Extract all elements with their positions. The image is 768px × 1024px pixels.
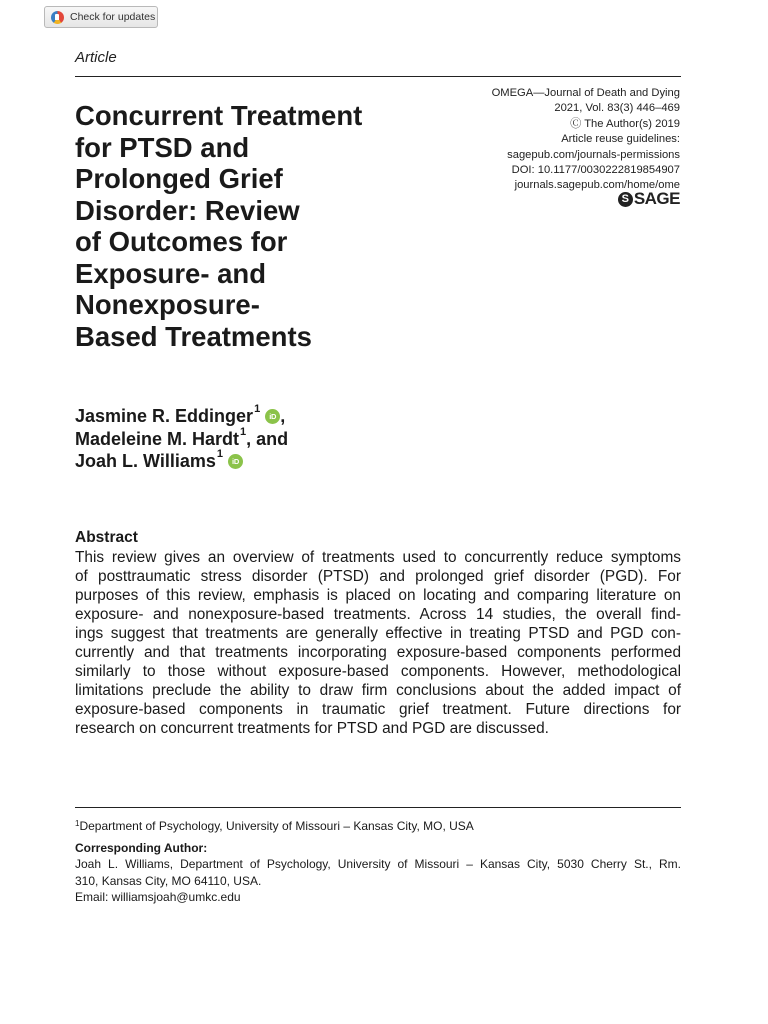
journal-name: OMEGA—Journal of Death and Dying — [491, 87, 680, 99]
footnote-divider — [75, 807, 681, 808]
sage-s-icon: S — [618, 192, 633, 207]
author-line: Madeleine M. Hardt $^1$ , and — [75, 425, 289, 449]
reuse-guidelines-label: Article reuse guidelines: — [561, 133, 680, 146]
abstract-line: similarly to those without exposure-based components. However, methodological — [75, 663, 681, 680]
orcid-icon[interactable]: iD — [265, 409, 280, 424]
journal-info — [420, 86, 680, 194]
crossmark-icon — [51, 11, 64, 24]
orcid-icon[interactable]: iD — [228, 454, 243, 469]
title-line: Concurrent Treatment — [75, 100, 363, 131]
article-type: Article — [75, 49, 117, 66]
title-line: Exposure- and — [75, 257, 267, 289]
author-name: Madeleine M. Hardt — [75, 428, 240, 449]
corresponding-author-heading: Corresponding Author: — [75, 840, 208, 855]
author-separator: , and — [246, 428, 289, 449]
title-line: Based Treatments — [75, 320, 312, 352]
copyright: Ⓒ The Author(s) 2019 — [570, 117, 680, 130]
abstract-line: of posttraumatic stress disorder (PTSD) and prolonged grief disorder (PGD). For — [75, 568, 681, 585]
author-separator: , — [280, 406, 286, 426]
check-for-updates-label: Check for updates — [70, 11, 156, 23]
abstract-heading: Abstract — [75, 529, 138, 546]
title-line: Prolonged Grief — [75, 163, 283, 194]
abstract-line: purposes of this review, emphasis is placed on locating and comparing literature on — [75, 587, 681, 604]
journal-home-link[interactable]: journals.sagepub.com/home/ome — [514, 179, 680, 192]
abstract-line: exposure- and nonexposure-based treatments. Across 14 studies, the overall find- — [75, 606, 681, 623]
title-line: Nonexposure- — [75, 289, 260, 320]
abstract-line: ings suggest that treatments are generally effective in treating PTSD and PGD con- — [75, 625, 681, 642]
corresponding-address-line: Joah L. Williams, Department of Psychology, University of Missouri – Kansas City, 5030 Cherry St., Rm. — [75, 857, 681, 871]
sage-logo — [618, 189, 680, 209]
abstract-line: exposure-based components in traumatic grief treatment. Future directions for — [75, 701, 681, 718]
author-list — [75, 405, 288, 473]
abstract-line: This review gives an overview of treatments used to concurrently reduce symptoms — [75, 549, 681, 566]
abstract-line: currently and that treatments incorporating exposure-based components performed — [75, 644, 681, 661]
affiliation-note — [75, 818, 681, 835]
footnotes — [75, 818, 681, 906]
affiliation-text: Department of Psychology, University of Missouri – Kansas City, MO, USA — [79, 819, 474, 833]
abstract-body — [75, 548, 681, 738]
title-line: Disorder: Review — [75, 194, 300, 226]
author-line: Jasmine R. Eddinger $^1$ iD , — [75, 403, 286, 426]
check-for-updates-button[interactable] — [44, 6, 158, 28]
permissions-link[interactable]: sagepub.com/journals-permissions — [507, 148, 680, 161]
sage-wordmark: SAGE — [633, 189, 680, 208]
corresponding-author-details — [75, 856, 681, 906]
corresponding-email[interactable]: Email: williamsjoah@umkc.edu — [75, 890, 241, 904]
author-line: Joah L. Williams $^1$ iD — [75, 450, 288, 473]
title-line: of Outcomes for — [75, 226, 288, 257]
abstract-line: research on concurrent treatments for PTSD and PGD are discussed. — [75, 720, 549, 737]
abstract-line: limitations preclude the ability to draw firm conclusions about the added impact of — [75, 682, 681, 699]
author-name: Jasmine R. Eddinger — [75, 406, 254, 426]
doi[interactable]: DOI: 10.1177/0030222819854907 — [511, 164, 680, 177]
article-title — [75, 100, 455, 352]
author-name: Joah L. Williams — [75, 451, 216, 471]
title-line: for PTSD and — [75, 131, 250, 163]
header-divider — [75, 76, 681, 77]
corresponding-address-line: 310, Kansas City, MO 64110, USA. — [75, 873, 262, 888]
affiliation-marker: 1 — [75, 819, 80, 828]
journal-volume: 2021, Vol. 83(3) 446–469 — [554, 102, 680, 115]
